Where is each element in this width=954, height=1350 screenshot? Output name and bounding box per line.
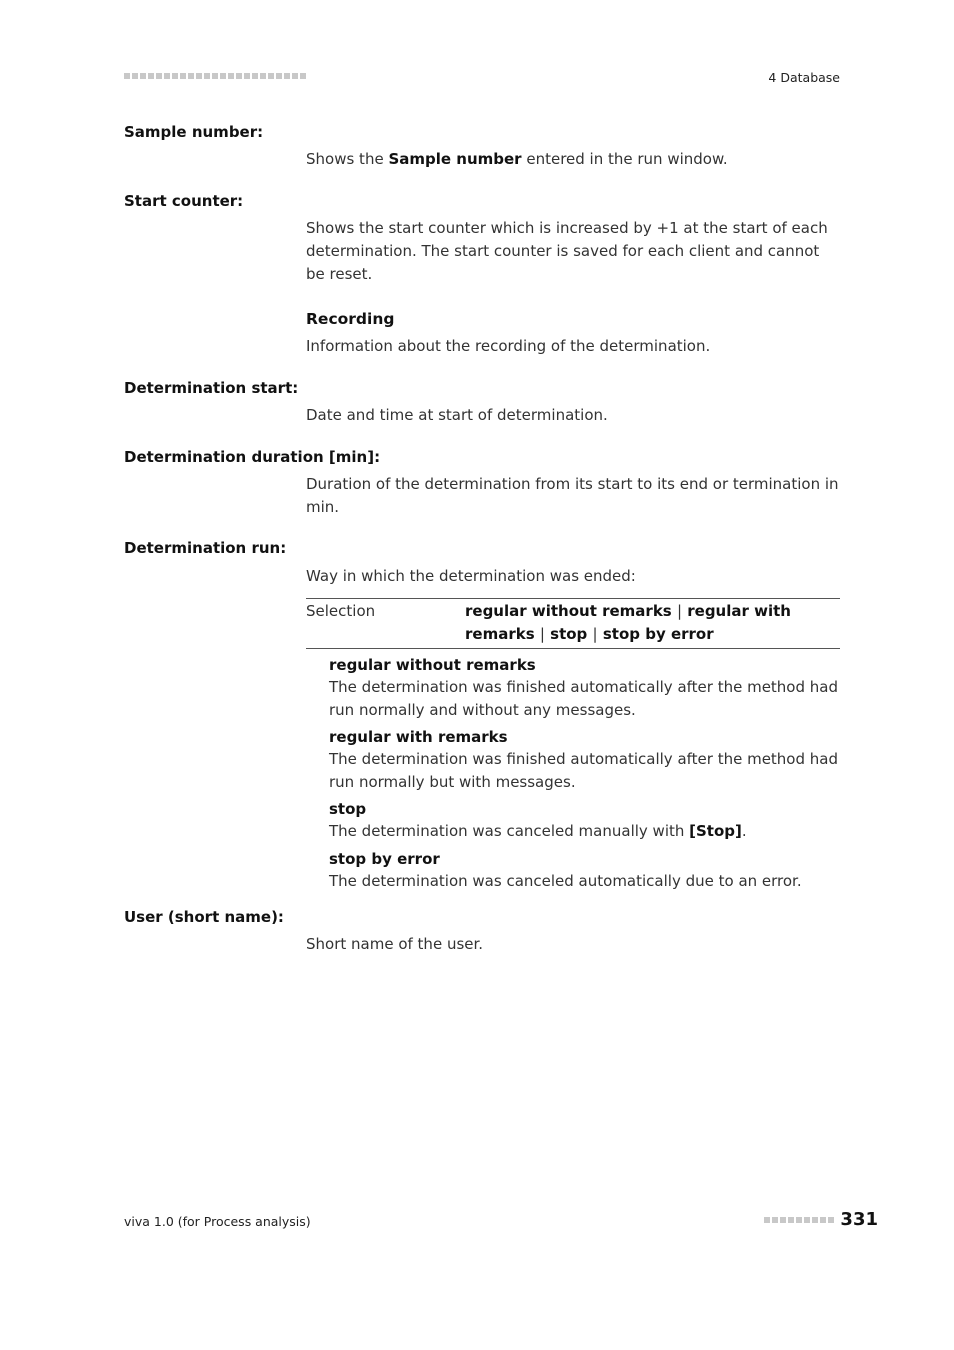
option-regular-with-remarks: regular with remarks [465, 602, 791, 643]
option-item [329, 848, 844, 893]
option-desc: The determination was finished automatically after the method had run normally but with messages. [329, 750, 838, 791]
user-short-name-desc: Short name of the user. [306, 935, 484, 953]
option-term: regular without remarks [329, 656, 536, 674]
option-item [329, 798, 844, 843]
header-decoration [124, 73, 306, 79]
option-stop-by-error: stop by error [602, 625, 714, 643]
separator: | [539, 625, 545, 643]
table-row [306, 599, 840, 648]
option-desc: The determination was finished automatically after the method had run normally and without any messages. [329, 678, 838, 719]
page-footer [764, 1209, 878, 1230]
recording-desc: Information about the recording of the determination. [306, 337, 711, 355]
option-term: stop by error [329, 850, 440, 868]
determination-duration-term: Determination duration [min]: [124, 448, 381, 466]
option-desc: The determination was canceled automatically due to an error. [329, 872, 802, 890]
selection-values [465, 600, 840, 646]
determination-run-desc: Way in which the determination was ended: [306, 567, 636, 585]
determination-duration-desc: Duration of the determination from its start to its end or termination in min. [306, 475, 839, 516]
user-short-name-term: User (short name): [124, 908, 284, 926]
option-stop: stop [550, 625, 588, 643]
separator: | [592, 625, 598, 643]
product-name: viva 1.0 (for Process analysis) [124, 1214, 311, 1229]
option-desc: The determination was canceled manually with [Stop]. [329, 822, 747, 840]
option-item [329, 726, 844, 794]
option-term: stop [329, 800, 367, 818]
determination-run-term: Determination run: [124, 539, 287, 557]
option-term: regular with remarks [329, 728, 508, 746]
start-counter-term: Start counter: [124, 192, 244, 210]
sample-number-desc: Shows the Sample number entered in the run window. [306, 150, 728, 168]
recording-heading: Recording [306, 310, 395, 328]
option-item [329, 654, 844, 722]
determination-start-term: Determination start: [124, 379, 299, 397]
separator: | [676, 602, 683, 620]
option-regular-without-remarks: regular without remarks [465, 602, 672, 620]
determination-start-desc: Date and time at start of determination. [306, 406, 608, 424]
selection-table [306, 598, 840, 649]
page-number: 331 [840, 1209, 878, 1230]
sample-number-term: Sample number: [124, 123, 264, 141]
footer-decoration [764, 1217, 834, 1223]
selection-key: Selection [306, 602, 376, 620]
chapter-title: 4 Database [768, 70, 840, 85]
start-counter-desc: Shows the start counter which is increased by +1 at the start of each determination. The start counter is saved for each client and cannot be reset. [306, 219, 828, 283]
